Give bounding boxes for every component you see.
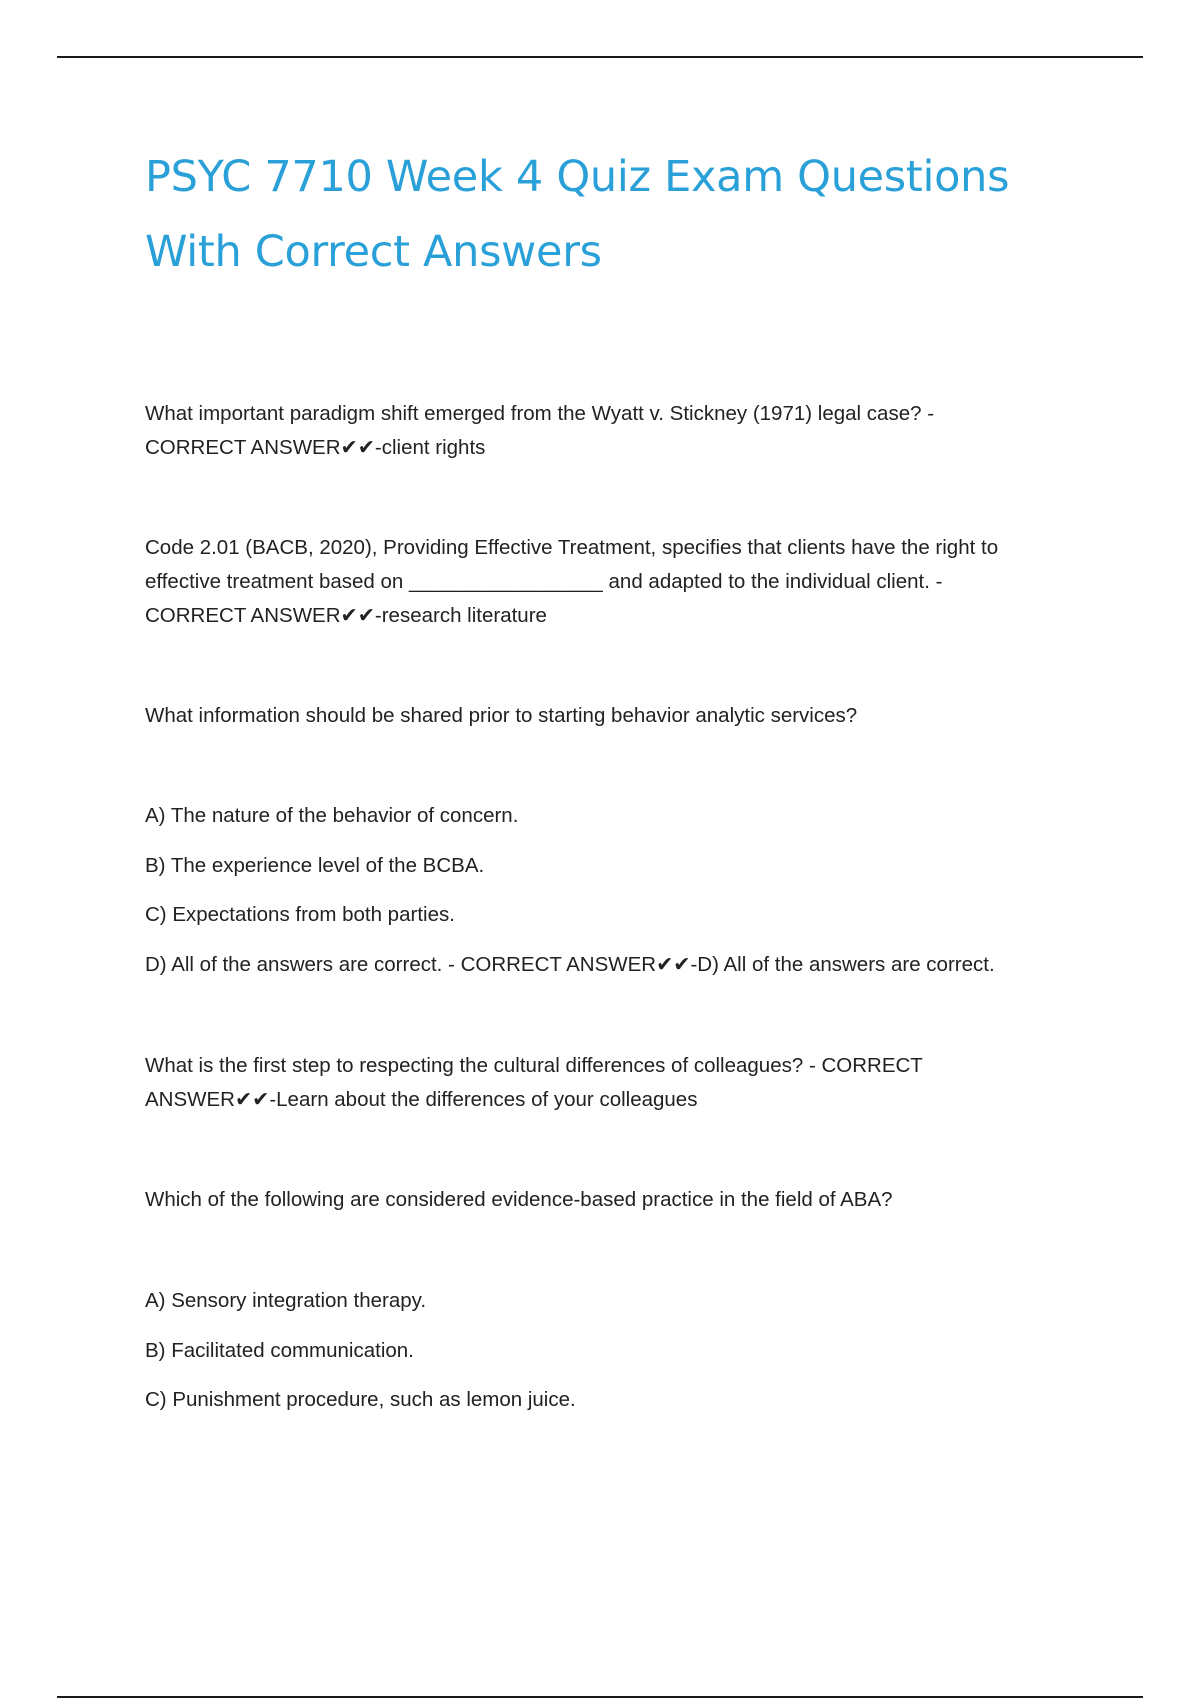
question-5-option-c: C) Punishment procedure, such as lemon juice. (145, 1388, 576, 1411)
question-4-line-1: What is the first step to respecting the cultural differences of colleagues? - CORRECT (145, 1054, 923, 1077)
question-3-option-b: B) The experience level of the BCBA. (145, 854, 485, 877)
document-page (145, 140, 1075, 1411)
question-1 (145, 397, 934, 465)
question-5 (145, 1183, 893, 1217)
question-3-option-c: C) Expectations from both parties. (145, 903, 455, 926)
question-5-stem: Which of the following are considered evidence-based practice in the field of ABA? (145, 1188, 893, 1211)
document-title (145, 140, 1075, 290)
title-line-1: PSYC 7710 Week 4 Quiz Exam Questions (145, 152, 1010, 202)
question-5-option-b: B) Facilitated communication. (145, 1339, 414, 1362)
question-2-line-1: Code 2.01 (BACB, 2020), Providing Effective Treatment, specifies that clients have the right to (145, 536, 999, 559)
question-1-line-1: What important paradigm shift emerged from the Wyatt v. Stickney (1971) legal case? - (145, 402, 935, 425)
question-5-option-a: A) Sensory integration therapy. (145, 1289, 427, 1312)
footer-rule (57, 1696, 1143, 1698)
question-3 (145, 699, 857, 733)
question-3-stem: What information should be shared prior to starting behavior analytic services? (145, 704, 858, 727)
question-3-option-d: D) All of the answers are correct. - CORRECT ANSWER✔✔-D) All of the answers are correct. (145, 953, 995, 976)
question-2-line-2: effective treatment based on _________________ and adapted to the individual client. - (145, 570, 943, 593)
title-line-2: With Correct Answers (145, 227, 602, 277)
question-1-line-2: CORRECT ANSWER✔✔-client rights (145, 436, 486, 459)
question-4 (145, 1049, 923, 1117)
question-2 (145, 531, 998, 633)
header-rule (57, 56, 1143, 58)
question-2-line-3: CORRECT ANSWER✔✔-research literature (145, 604, 547, 627)
question-4-line-2: ANSWER✔✔-Learn about the differences of your colleagues (145, 1088, 698, 1111)
question-3-option-a: A) The nature of the behavior of concern. (145, 804, 519, 827)
